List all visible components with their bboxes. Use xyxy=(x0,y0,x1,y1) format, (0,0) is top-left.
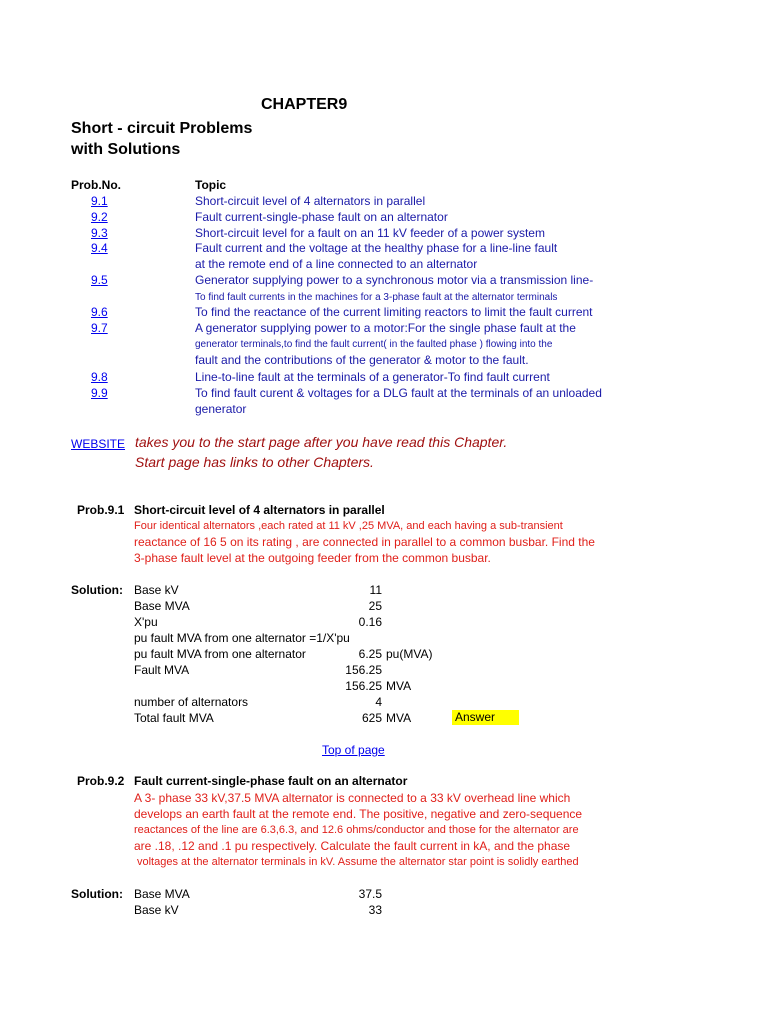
solution-row-label: Base kV xyxy=(134,903,179,917)
index-topic-cont: To find fault currents in the machines for a 3-phase fault at the alternator terminals xyxy=(195,292,558,303)
chapter-title: CHAPTER9 xyxy=(261,96,348,113)
solution-row-label: number of alternators xyxy=(134,695,249,709)
prob-label: Prob.9.2 xyxy=(77,774,125,788)
prob-title: Short-circuit level of 4 alternators in parallel xyxy=(134,503,385,517)
prob-statement-line: are .18, .12 and .1 pu respectively. Calculate the fault current in kA, and the phase xyxy=(134,839,571,853)
prob-label: Prob.9.1 xyxy=(77,503,125,517)
prob-title: Fault current-single-phase fault on an alternator xyxy=(134,774,408,788)
index-link-9-5[interactable]: 9.5 xyxy=(91,273,108,287)
solution-label: Solution: xyxy=(71,583,123,597)
solution-row-value: 33 xyxy=(368,903,382,917)
index-topic: Fault current-single-phase fault on an alternator xyxy=(195,210,448,224)
index-header-probno: Prob.No. xyxy=(71,178,121,192)
index-link-9-2[interactable]: 9.2 xyxy=(91,210,108,224)
solution-row-unit: MVA xyxy=(386,711,412,725)
solution-row-value: 25 xyxy=(368,599,382,613)
prob-statement-line: A 3- phase 33 kV,37.5 MVA alternator is connected to a 33 kV overhead line which xyxy=(134,791,571,805)
index-link-9-9[interactable]: 9.9 xyxy=(91,386,108,400)
prob-statement-line: 3-phase fault level at the outgoing feeder from the common busbar. xyxy=(134,551,491,565)
solution-row-value: 4 xyxy=(375,695,382,709)
prob-statement-line: Four identical alternators ,each rated at 11 kV ,25 MVA, and each having a sub-transient xyxy=(134,520,563,532)
solution-row-label: Base kV xyxy=(134,583,179,597)
solution-row-unit: MVA xyxy=(386,679,412,693)
answer-highlight: Answer xyxy=(452,710,519,725)
solution-row-label: pu fault MVA from one alternator xyxy=(134,647,306,661)
solution-label: Solution: xyxy=(71,887,123,901)
index-topic: A generator supplying power to a motor:For the single phase fault at the xyxy=(195,321,576,335)
solution-row-label: pu fault MVA from one alternator =1/X'pu xyxy=(134,631,350,645)
index-topic-cont: generator terminals,to find the fault current( in the faulted phase ) flowing into the xyxy=(195,339,553,350)
index-topic-cont: at the remote end of a line connected to an alternator xyxy=(195,257,478,271)
website-link[interactable]: WEBSITE xyxy=(71,437,126,451)
solution-row-value: 156.25 xyxy=(345,663,382,677)
index-topic: Fault current and the voltage at the healthy phase for a line-line fault xyxy=(195,241,558,255)
website-note: takes you to the start page after you have read this Chapter. xyxy=(135,434,508,450)
index-topic: Generator supplying power to a synchronous motor via a transmission line- xyxy=(195,273,594,287)
index-topic: To find the reactance of the current limiting reactors to limit the fault current xyxy=(195,305,593,319)
solution-row-value: 6.25 xyxy=(358,647,382,661)
solution-row-unit: pu(MVA) xyxy=(386,647,433,661)
prob-statement-line: reactances of the line are 6.3,6.3, and 12.6 ohms/conductor and those for the alternator are xyxy=(134,824,579,836)
chapter-subtitle: Short - circuit Problems xyxy=(71,120,253,137)
index-topic: Short-circuit level for a fault on an 11 kV feeder of a power system xyxy=(195,226,545,240)
prob-statement-line: reactance of 16 5 on its rating , are connected in parallel to a common busbar. Find the xyxy=(134,535,595,549)
website-note-2: Start page has links to other Chapters. xyxy=(135,454,374,470)
top-of-page-link[interactable]: Top of page xyxy=(322,743,385,757)
index-topic-cont: generator xyxy=(195,402,247,416)
solution-row-value: 37.5 xyxy=(358,887,382,901)
solution-row-label: Base MVA xyxy=(134,887,190,901)
solution-row-value: 156.25 xyxy=(345,679,382,693)
index-topic: Short-circuit level of 4 alternators in parallel xyxy=(195,194,426,208)
solution-row-value: 625 xyxy=(361,711,382,725)
chapter-subtitle-2: with Solutions xyxy=(71,141,181,158)
index-link-9-3[interactable]: 9.3 xyxy=(91,226,108,240)
index-topic: To find fault curent & voltages for a DLG fault at the terminals of an unloaded xyxy=(195,386,602,400)
index-link-9-6[interactable]: 9.6 xyxy=(91,305,108,319)
index-link-9-7[interactable]: 9.7 xyxy=(91,321,108,335)
prob-statement-line: voltages at the alternator terminals in kV. Assume the alternator star point is solidly earthed xyxy=(137,856,579,868)
index-link-9-4[interactable]: 9.4 xyxy=(91,241,108,255)
solution-row-label: X'pu xyxy=(134,615,158,629)
index-topic-cont: fault and the contributions of the generator & motor to the fault. xyxy=(195,353,529,367)
solution-row-value: 11 xyxy=(369,583,382,597)
index-header-topic: Topic xyxy=(195,178,227,192)
index-link-9-8[interactable]: 9.8 xyxy=(91,370,108,384)
solution-row-value: 0.16 xyxy=(358,615,382,629)
prob-statement-line: develops an earth fault at the remote end. The positive, negative and zero-sequence xyxy=(134,807,583,821)
solution-row-label: Total fault MVA xyxy=(134,711,214,725)
solution-row-label: Base MVA xyxy=(134,599,190,613)
solution-row-label: Fault MVA xyxy=(134,663,190,677)
index-link-9-1[interactable]: 9.1 xyxy=(91,194,108,208)
index-topic: Line-to-line fault at the terminals of a generator-To find fault current xyxy=(195,370,550,384)
